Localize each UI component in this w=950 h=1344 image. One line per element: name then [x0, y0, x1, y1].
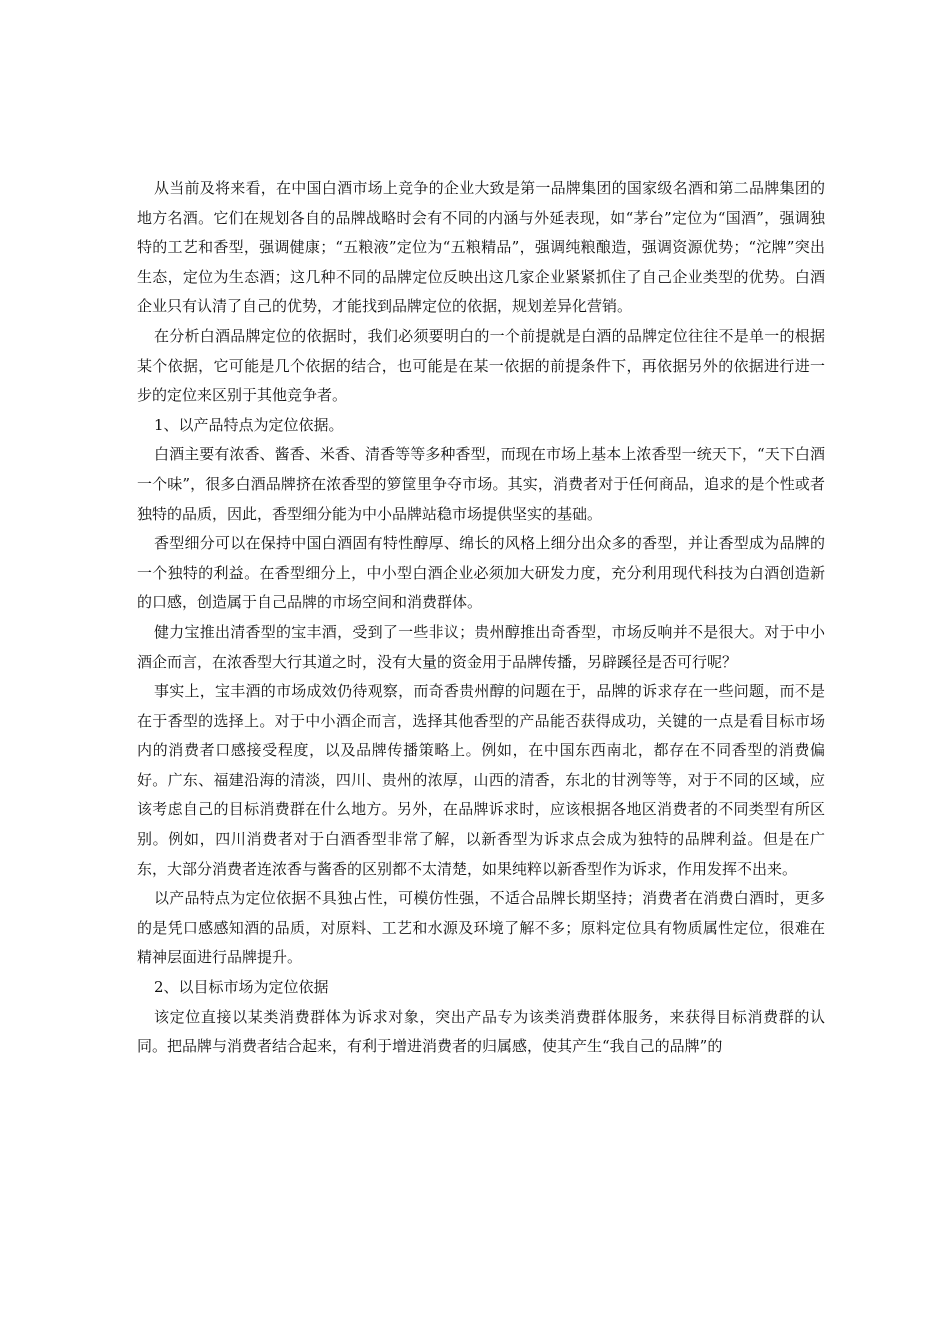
document-body [137, 174, 825, 1062]
paragraph-market-reality: 事实上，宝丰酒的市场成效仍待观察，而奇香贵州醇的问题在于，品牌的诉求存在一些问题，而不是在于香型的选择上。对于中小酒企而言，选择其他香型的产品能否获得成功，关键的一点是看目标市场内的消费者口感接受程度，以及品牌传播策略上。例如，在中国东西南北，都存在不同香型的消费偏好。广东、福建沿海的清淡，四川、贵州的浓厚，山西的清香，东北的甘洌等等，对于不同的区域，应该考虑自己的目标消费群在什么地方。另外，在品牌诉求时，应该根据各地区消费者的不同类型有所区别。例如，四川消费者对于白酒香型非常了解，以新香型为诉求点会成为独特的品牌利益。但是在广东，大部分消费者连浓香与酱香的区别都不太清楚，如果纯粹以新香型作为诉求，作用发挥不出来。 [137, 682, 825, 878]
paragraph-aroma-segmentation: 香型细分可以在保持中国白酒固有特性醇厚、绵长的风格上细分出众多的香型，并让香型成为品牌的一个独特的利益。在香型细分上，中小型白酒企业必须加大研发力度，充分利用现代科技为白酒创造新的口感，创造属于自己品牌的市场空间和消费群体。 [137, 534, 825, 612]
paragraph-jianlibao: 健力宝推出清香型的宝丰酒，受到了一些非议；贵州醇推出奇香型，市场反响并不是很大。对于中小酒企而言，在浓香型大行其道之时，没有大量的资金用于品牌传播，另辟蹊径是否可行呢？ [137, 622, 825, 671]
paragraph-intro: 从当前及将来看，在中国白酒市场上竞争的企业大致是第一品牌集团的国家级名酒和第二品牌集团的地方名酒。它们在规划各自的品牌战略时会有不同的内涵与外延表现，如“茅台”定位为“国酒”，强调独特的工艺和香型，强调健康；“五粮液”定位为“五粮精品”，强调纯粮酿造，强调资源优势；“沱牌”突出生态，定位为生态酒；这几种不同的品牌定位反映出这几家企业紧紧抓住了自己企业类型的优势。白酒企业只有认清了自己的优势，才能找到品牌定位的依据，规划差异化营销。 [137, 179, 825, 316]
paragraph-target-market: 该定位直接以某类消费群体为诉求对象，突出产品专为该类消费群体服务，来获得目标消费群的认同。把品牌与消费者结合起来，有利于增进消费者的归属感，使其产生“我自己的品牌”的 [137, 1007, 825, 1056]
paragraph-product-limitations: 以产品特点为定位依据不具独占性，可模仿性强，不适合品牌长期坚持；消费者在消费白酒时，更多的是凭口感感知酒的品质，对原料、工艺和水源及环境了解不多；原料定位具有物质属性定位，很难在精神层面进行品牌提升。 [137, 889, 825, 967]
section-heading-product-features: 1、以产品特点为定位依据。 [154, 415, 344, 434]
paragraph-aroma-types: 白酒主要有浓香、酱香、米香、清香等等多种香型，而现在市场上基本上浓香型一统天下，“天下白酒一个味”，很多白酒品牌挤在浓香型的箩筐里争夺市场。其实，消费者对于任何商品，追求的是个性或者独特的品质，因此，香型细分能为中小品牌站稳市场提供坚实的基础。 [137, 445, 825, 523]
paragraph-premise: 在分析白酒品牌定位的依据时，我们必须要明白的一个前提就是白酒的品牌定位往往不是单一的根据某个依据，它可能是几个依据的结合，也可能是在某一依据的前提条件下，再依据另外的依据进行进一步的定位来区别于其他竞争者。 [137, 326, 825, 405]
section-heading-target-market: 2、以目标市场为定位依据 [154, 978, 329, 997]
